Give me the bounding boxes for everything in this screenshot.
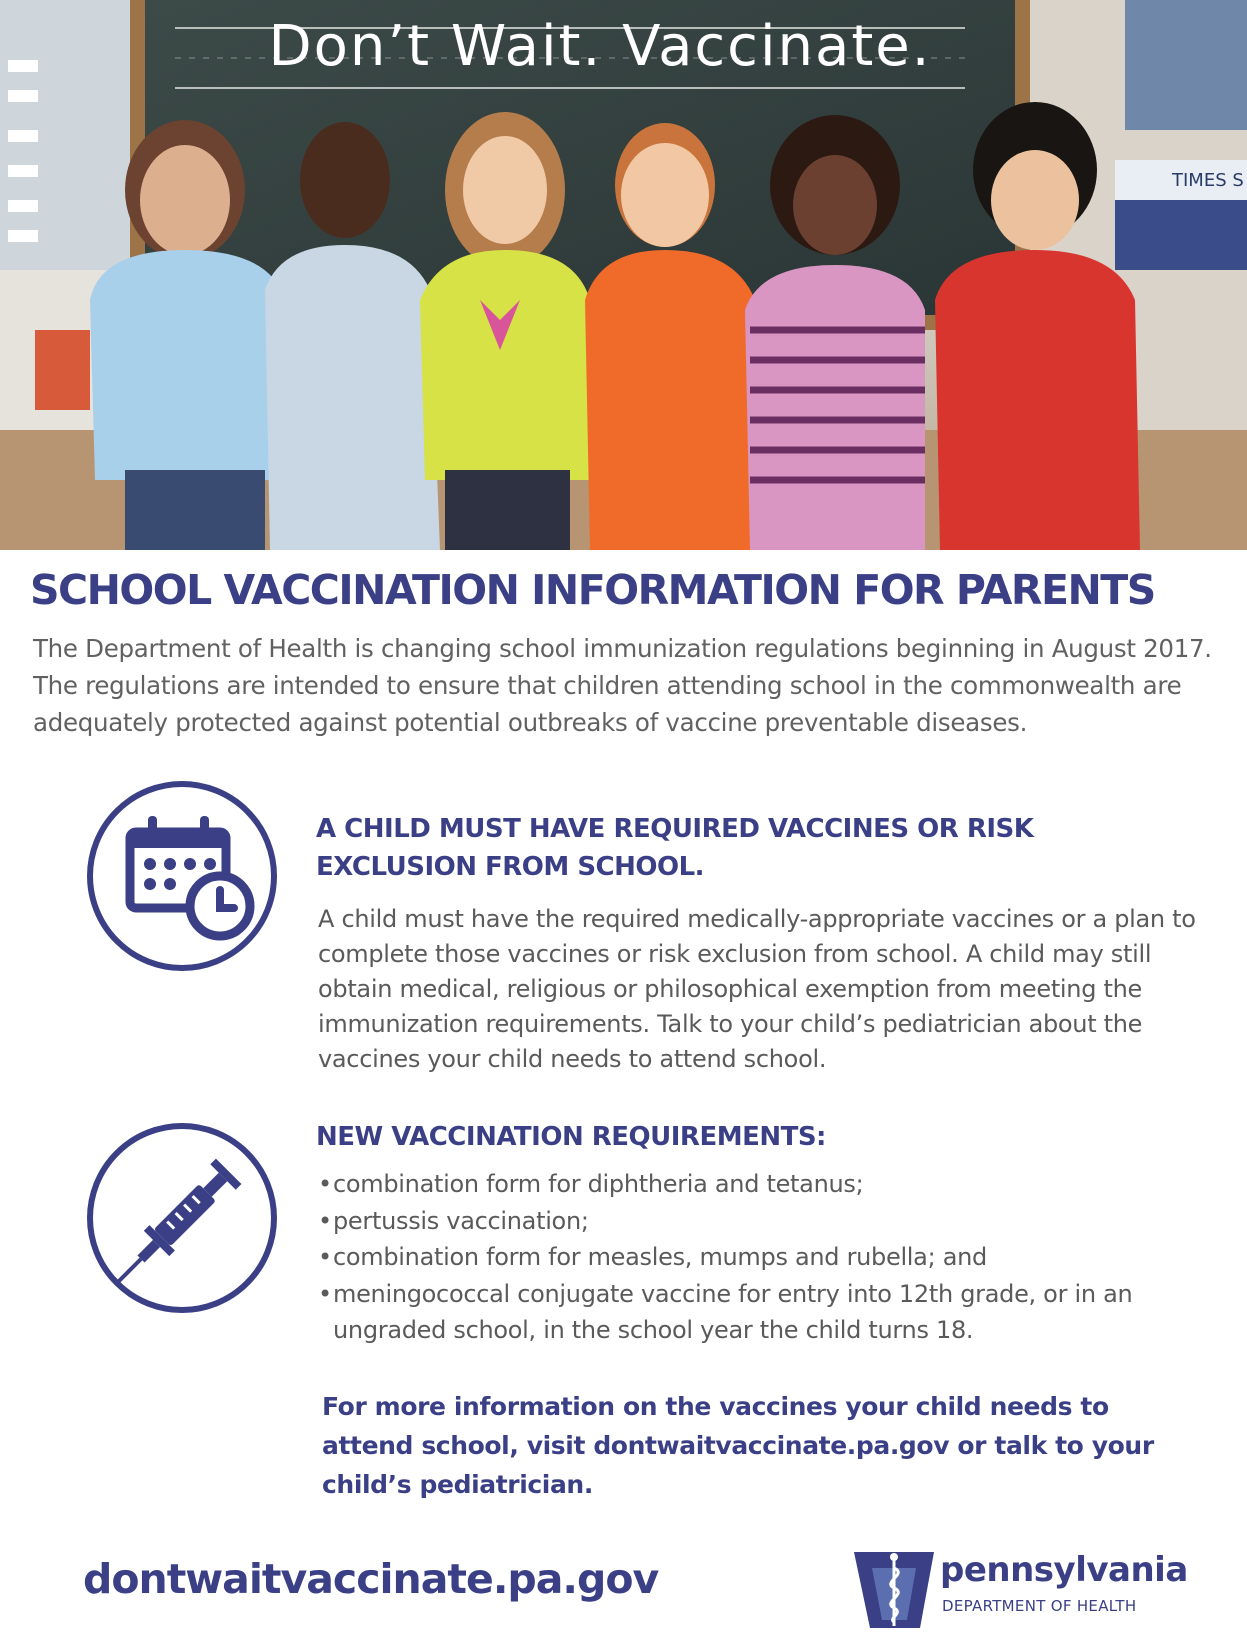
list-item: • meningococcal conjugate vaccine for entry into 12th grade, or in an ungraded school, in the school year the child turns 18. — [318, 1276, 1218, 1349]
requirements-list — [318, 1166, 1218, 1349]
logo-department: DEPARTMENT OF HEALTH — [942, 1597, 1137, 1615]
more-info-paragraph — [322, 1387, 1202, 1504]
svg-text:TIMES S: TIMES S — [1172, 170, 1244, 191]
intro-paragraph: The Department of Health is changing school immunization regulations beginning in August 2017. The regulations are intended to ensure that children attending school in the commonwealth are adequately protected against potential outbreaks of vaccine preventable diseases. — [33, 634, 1212, 737]
more-info-text-end: or talk to your child’s pediatrician. — [322, 1431, 1154, 1499]
classroom-illustration — [0, 0, 1247, 550]
section2-heading: NEW VACCINATION REQUIREMENTS: — [316, 1122, 826, 1152]
list-item: • combination form for diphtheria and tetanus; — [318, 1166, 1218, 1203]
list-item: • pertussis vaccination; — [318, 1203, 1218, 1240]
keystone-caduceus-icon — [852, 1548, 936, 1632]
list-item: • combination form for measles, mumps and rubella; and — [318, 1239, 1218, 1276]
more-info-text: For more information on the vaccines your child needs to attend school, visit — [322, 1392, 1109, 1460]
section1-heading-line1: A CHILD MUST HAVE REQUIRED VACCINES OR RISK — [316, 814, 1034, 844]
section1-heading — [316, 810, 1216, 886]
hero-chalkboard-title: Don’t Wait. Vaccinate. — [268, 14, 932, 79]
logo-name: pennsylvania — [940, 1550, 1188, 1590]
hero-photo — [0, 0, 1247, 550]
calendar-clock-icon — [84, 778, 280, 974]
section1-heading-line2: EXCLUSION FROM SCHOOL. — [316, 852, 705, 882]
page-title: SCHOOL VACCINATION INFORMATION FOR PARENTS — [30, 566, 1155, 614]
more-info-link[interactable]: dontwaitvaccinate.pa.gov — [593, 1431, 950, 1460]
syringe-icon — [84, 1120, 280, 1316]
section1-body: A child must have the required medically-appropriate vaccines or a plan to complete those vaccines or risk exclusion from school. A child may still obtain medical, religious or philosophical exemption from meeting the immunization requirements. Talk to your child’s pediatrician about the vaccines your child needs to attend school. — [318, 905, 1196, 1073]
footer-url-link[interactable]: dontwaitvaccinate.pa.gov — [83, 1555, 659, 1603]
